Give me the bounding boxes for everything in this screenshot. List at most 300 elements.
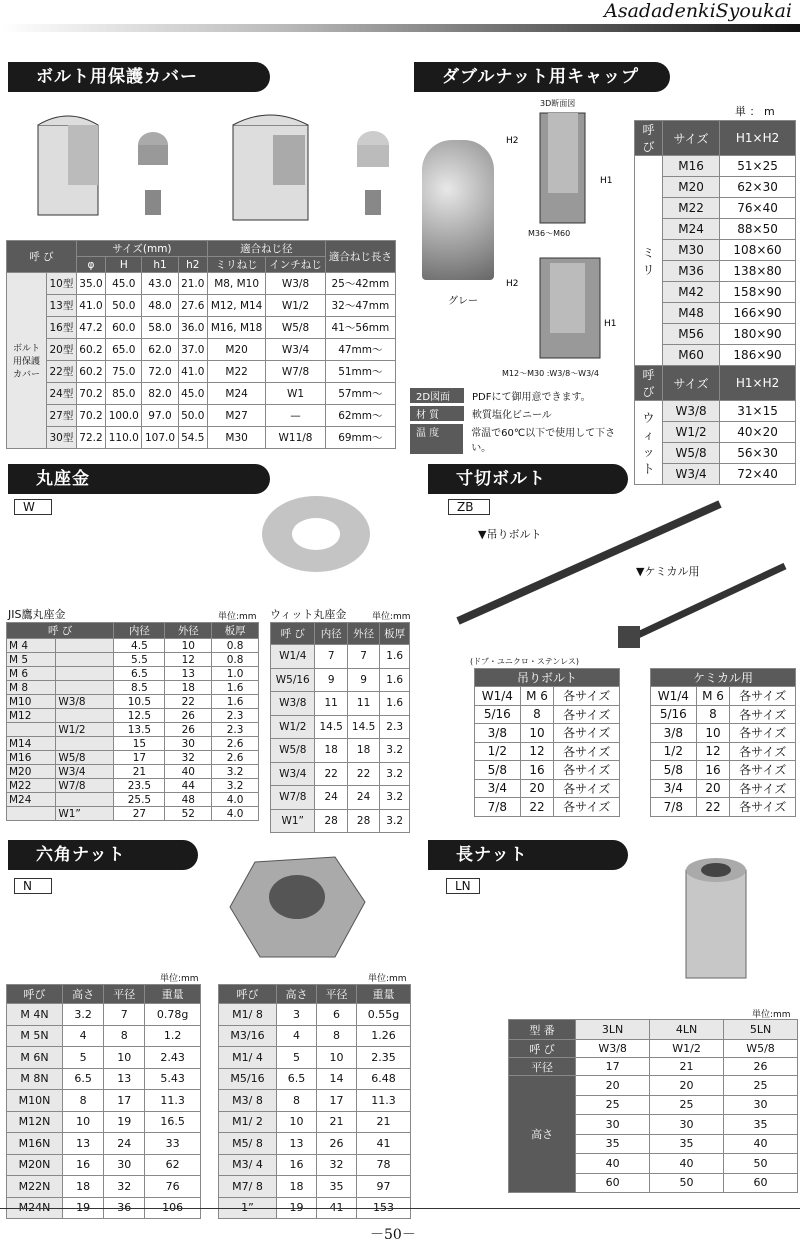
table-cell: W7/8 xyxy=(271,786,315,810)
table-cell: M16 xyxy=(7,751,56,765)
table-cell: 24型 xyxy=(47,383,77,405)
table-cell: 60.0 xyxy=(106,317,142,339)
table-cell: W5/8 xyxy=(663,443,720,464)
table-cell: 0.8 xyxy=(212,639,259,653)
table-row xyxy=(7,339,396,361)
table-cell: W1 xyxy=(266,383,325,405)
table-cell: 2.35 xyxy=(356,1047,410,1069)
table-cell: M16 xyxy=(663,156,720,177)
note-text: 軟質塩化ビニール xyxy=(472,410,552,421)
table-cell: 12 xyxy=(165,653,212,667)
hex-nut-photo xyxy=(225,852,370,962)
table-cell: 26 xyxy=(317,1133,357,1155)
table-cell: 3.2 xyxy=(212,779,259,793)
table-row xyxy=(7,361,396,383)
table-cell: 22 xyxy=(165,695,212,709)
caption-a: M36～M60 xyxy=(528,229,571,238)
table-cell: 10.5 xyxy=(114,695,165,709)
table-row xyxy=(7,723,259,737)
table-row xyxy=(219,1090,411,1112)
header-cell: ミリねじ xyxy=(207,257,265,273)
table-cell: W3/8 xyxy=(56,695,114,709)
table-cell: 3/4 xyxy=(651,779,697,798)
table-cell: 6.5 xyxy=(277,1068,317,1090)
table-cell: 10 xyxy=(63,1111,104,1133)
table-cell: 12 xyxy=(696,742,730,761)
note-text: PDFにて御用意できます。 xyxy=(472,392,591,403)
table-cell: M 5 xyxy=(7,653,56,667)
unit-label: 単位:mm xyxy=(218,612,257,622)
page-number: －50－ xyxy=(370,1227,416,1243)
table-cell: 20 xyxy=(576,1076,650,1096)
table-cell: 50.0 xyxy=(178,405,207,427)
table-cell: 138×80 xyxy=(720,261,796,282)
table-cell: M48 xyxy=(663,303,720,324)
table-cell: 70.2 xyxy=(76,405,105,427)
table-row xyxy=(219,1111,411,1133)
table-cell: ウ ィ ッ ト xyxy=(635,401,663,485)
unit-label: 単位:mm xyxy=(752,1010,791,1020)
table-row xyxy=(7,427,396,449)
table-cell: W1/2 xyxy=(663,422,720,443)
table-cell: 20 xyxy=(520,779,554,798)
table-cell: 15 xyxy=(114,737,165,751)
table-cell: 43.0 xyxy=(142,273,178,295)
table-row xyxy=(509,1076,798,1096)
table-cell: M20 xyxy=(7,765,56,779)
table-cell: 7/8 xyxy=(651,798,697,817)
table-row xyxy=(7,273,396,295)
table-cell: 10 xyxy=(104,1047,145,1069)
table-cell: 40×20 xyxy=(720,422,796,443)
table-cell: 呼 び xyxy=(271,623,315,645)
table-cell: 14.5 xyxy=(315,715,347,739)
table-cell: M5/16 xyxy=(219,1068,277,1090)
table-cell: W5/16 xyxy=(271,668,315,692)
table-cell: 内径 xyxy=(315,623,347,645)
label-hanging-bolt: ▼吊りボルト xyxy=(478,528,542,541)
table-cell: 20 xyxy=(650,1076,724,1096)
table-row xyxy=(475,724,620,743)
cap-section-drawing xyxy=(500,108,630,378)
table-cell: 26 xyxy=(724,1058,798,1076)
table-cell: 19 xyxy=(277,1197,317,1219)
table-cell: 36.0 xyxy=(178,317,207,339)
table-cell: 27 xyxy=(114,807,165,821)
code-n: N xyxy=(14,878,52,894)
table-cell: M1/ 2 xyxy=(219,1111,277,1133)
table-cell: 平径 xyxy=(104,985,145,1004)
table-cell: M1/ 4 xyxy=(219,1047,277,1069)
table-cell: 呼 び xyxy=(509,1040,576,1058)
table-cell: M12 xyxy=(7,709,56,723)
table-cell: 78 xyxy=(356,1154,410,1176)
note-row xyxy=(410,424,632,454)
table-cell: M36 xyxy=(663,261,720,282)
table-cell: 47mm～ xyxy=(325,339,395,361)
table-row xyxy=(7,1133,201,1155)
table-cell: 7 xyxy=(315,645,347,669)
table-cell: M56 xyxy=(663,324,720,345)
code-ln: LN xyxy=(446,878,480,894)
bolt-cover-drawing xyxy=(8,105,398,230)
table-cell: 62×30 xyxy=(720,177,796,198)
table-cell: M30 xyxy=(663,240,720,261)
table-cell: W1/2 xyxy=(271,715,315,739)
table-cell: 88×50 xyxy=(720,219,796,240)
table-cell: 72.0 xyxy=(142,361,178,383)
h2-label: H2 xyxy=(506,136,519,146)
table-cell: 57mm～ xyxy=(325,383,395,405)
table-cell: W1/4 xyxy=(475,687,521,706)
table-cell: 各サイズ xyxy=(554,724,620,743)
bolt-cover-table xyxy=(6,240,396,449)
table-cell: 27.6 xyxy=(178,295,207,317)
table-cell: 6.5 xyxy=(63,1068,104,1090)
table-cell: 17 xyxy=(114,751,165,765)
table-cell: 21 xyxy=(114,765,165,779)
table-row xyxy=(271,623,410,645)
table-cell: 32 xyxy=(317,1154,357,1176)
table-cell: M10 xyxy=(7,695,56,709)
table-cell: 26 xyxy=(165,723,212,737)
table-cell xyxy=(56,681,114,695)
table-cell: 2.6 xyxy=(212,751,259,765)
table-cell: 8 xyxy=(696,705,730,724)
table-cell: 5 xyxy=(277,1047,317,1069)
table-cell: 18 xyxy=(165,681,212,695)
table-cell: 30 xyxy=(104,1154,145,1176)
table-cell: 3.2 xyxy=(380,762,410,786)
table-cell: 各サイズ xyxy=(554,687,620,706)
table-cell: 50 xyxy=(724,1154,798,1174)
table-cell: M22 xyxy=(663,198,720,219)
table-row xyxy=(7,639,259,653)
table-cell: W3/4 xyxy=(271,762,315,786)
table-cell: M24 xyxy=(207,383,265,405)
table-cell: 呼び xyxy=(219,985,277,1004)
table-cell: 60 xyxy=(724,1173,798,1193)
washer-photo xyxy=(258,492,374,577)
long-nut-table xyxy=(508,1019,798,1193)
table-cell: 41.0 xyxy=(178,361,207,383)
table-cell: 各サイズ xyxy=(730,687,796,706)
table-cell: 呼び xyxy=(635,366,663,401)
table-cell: 3.2 xyxy=(380,739,410,763)
table-cell: 10 xyxy=(165,639,212,653)
table-row xyxy=(651,687,796,706)
table-row xyxy=(219,985,411,1004)
table-cell: 35 xyxy=(650,1134,724,1154)
table-cell: 平径 xyxy=(317,985,357,1004)
table-cell: 各サイズ xyxy=(554,761,620,780)
table-cell: M3/ 8 xyxy=(219,1090,277,1112)
section-title-bolt-cover: ボルト用保護カバー xyxy=(8,62,270,92)
table-cell: 62.0 xyxy=(142,339,178,361)
table-cell: M20N xyxy=(7,1154,63,1176)
table-cell: 50.0 xyxy=(106,295,142,317)
table-cell: 7/8 xyxy=(475,798,521,817)
jis-label: JIS鷹丸座金 xyxy=(8,608,66,621)
table-cell: 吊りボルト xyxy=(475,669,620,687)
table-cell: M14 xyxy=(7,737,56,751)
table-cell: 6.48 xyxy=(356,1068,410,1090)
table-cell: 40 xyxy=(165,765,212,779)
table-cell: 62 xyxy=(145,1154,201,1176)
table-row xyxy=(7,751,259,765)
table-row xyxy=(635,121,796,156)
brand-name: AsadadenkiSyoukai xyxy=(604,0,792,22)
table-cell: 22 xyxy=(520,798,554,817)
table-cell: 10 xyxy=(520,724,554,743)
table-cell: W3/8 xyxy=(576,1040,650,1058)
wit-label: ウィット丸座金 xyxy=(270,608,347,621)
header-cell: H xyxy=(106,257,142,273)
table-row xyxy=(7,1176,201,1198)
table-cell: 13 xyxy=(63,1133,104,1155)
table-cell: M7/ 8 xyxy=(219,1176,277,1198)
unit-label: 単位:mm xyxy=(372,612,411,622)
table-cell: 48.0 xyxy=(142,295,178,317)
table-cell: 75.0 xyxy=(106,361,142,383)
table-cell: 16 xyxy=(277,1154,317,1176)
header-cell: サイズ(mm) xyxy=(76,241,207,257)
table-cell: 1” xyxy=(219,1197,277,1219)
table-cell: 9 xyxy=(315,668,347,692)
table-cell: 3/4 xyxy=(475,779,521,798)
table-cell: 76 xyxy=(145,1176,201,1198)
hex-nut-inch-table xyxy=(218,984,411,1219)
table-cell: 3 xyxy=(277,1004,317,1026)
table-cell: 1.6 xyxy=(380,692,410,716)
table-row xyxy=(651,705,796,724)
table-row xyxy=(219,1068,411,1090)
table-cell: 11.3 xyxy=(356,1090,410,1112)
table-cell: 5LN xyxy=(724,1020,798,1040)
table-cell: W1” xyxy=(56,807,114,821)
table-cell: 11 xyxy=(315,692,347,716)
table-cell: 76×40 xyxy=(720,198,796,219)
header-cell: h2 xyxy=(178,257,207,273)
table-cell: 19 xyxy=(63,1197,104,1219)
table-cell: M 4 xyxy=(7,639,56,653)
table-cell: 33 xyxy=(145,1133,201,1155)
table-cell: 24 xyxy=(315,786,347,810)
table-cell: 高さ xyxy=(63,985,104,1004)
table-cell: M1/ 8 xyxy=(219,1004,277,1026)
table-cell: 呼び xyxy=(7,985,63,1004)
table-cell: W3/4 xyxy=(56,765,114,779)
header-cell: インチねじ xyxy=(266,257,325,273)
table-cell: 1/2 xyxy=(651,742,697,761)
table-cell: 重量 xyxy=(356,985,410,1004)
table-cell: 153 xyxy=(356,1197,410,1219)
table-cell: 36 xyxy=(104,1197,145,1219)
table-cell: 60 xyxy=(576,1173,650,1193)
table-cell: W1/2 xyxy=(266,295,325,317)
table-cell: サイズ xyxy=(663,366,720,401)
table-cell: ボルト用保護カバー xyxy=(7,273,47,449)
table-cell: 50 xyxy=(650,1173,724,1193)
table-cell: 41.0 xyxy=(76,295,105,317)
table-cell: 呼び xyxy=(635,121,663,156)
table-cell: 18 xyxy=(315,739,347,763)
table-row xyxy=(7,779,259,793)
table-cell: 21.0 xyxy=(178,273,207,295)
table-cell: 72×40 xyxy=(720,464,796,485)
table-row xyxy=(651,724,796,743)
table-cell: 2.3 xyxy=(380,715,410,739)
table-row xyxy=(7,1111,201,1133)
table-cell: 51mm～ xyxy=(325,361,395,383)
table-cell: 35 xyxy=(724,1115,798,1135)
table-cell: 45.0 xyxy=(178,383,207,405)
table-cell: 10 xyxy=(317,1047,357,1069)
table-cell: 4 xyxy=(277,1025,317,1047)
table-cell: 各サイズ xyxy=(730,761,796,780)
table-cell: 12 xyxy=(520,742,554,761)
table-cell: M24N xyxy=(7,1197,63,1219)
table-row xyxy=(475,742,620,761)
table-row xyxy=(219,1004,411,1026)
table-row xyxy=(219,1133,411,1155)
table-cell: — xyxy=(266,405,325,427)
code-w: W xyxy=(14,499,52,515)
table-cell: 7 xyxy=(347,645,379,669)
cap-table xyxy=(634,120,796,485)
table-cell: 8 xyxy=(63,1090,104,1112)
table-cell: W1/2 xyxy=(650,1040,724,1058)
table-cell: 28 xyxy=(315,809,347,833)
table-cell: M16N xyxy=(7,1133,63,1155)
table-cell: W11/8 xyxy=(266,427,325,449)
table-cell: 23.5 xyxy=(114,779,165,793)
table-row xyxy=(219,1025,411,1047)
table-cell: 28 xyxy=(347,809,379,833)
table-row xyxy=(509,1040,798,1058)
table-cell: 13 xyxy=(104,1068,145,1090)
table-cell: 21 xyxy=(650,1058,724,1076)
table-row xyxy=(475,669,620,687)
section-title-hex-nut: 六角ナット xyxy=(8,840,198,870)
table-row xyxy=(7,295,396,317)
table-cell: 3.2 xyxy=(212,765,259,779)
header-cell: h1 xyxy=(142,257,178,273)
table-cell: 呼 び xyxy=(7,623,114,639)
table-cell: 65.0 xyxy=(106,339,142,361)
table-cell: 85.0 xyxy=(106,383,142,405)
table-cell: M10N xyxy=(7,1090,63,1112)
table-cell: 25～42mm xyxy=(325,273,395,295)
table-row xyxy=(7,765,259,779)
long-nut-photo xyxy=(678,855,753,980)
table-cell: M3/ 4 xyxy=(219,1154,277,1176)
table-cell: 106 xyxy=(145,1197,201,1219)
table-cell: 3.2 xyxy=(63,1004,104,1026)
table-cell: 30型 xyxy=(47,427,77,449)
table-cell: 10 xyxy=(277,1111,317,1133)
table-cell: 12.5 xyxy=(114,709,165,723)
table-row xyxy=(635,401,796,422)
table-cell: 32 xyxy=(104,1176,145,1198)
table-cell: 158×90 xyxy=(720,282,796,303)
table-cell: 40 xyxy=(650,1154,724,1174)
table-cell: 24 xyxy=(104,1133,145,1155)
table-cell: 30 xyxy=(576,1115,650,1135)
table-row xyxy=(475,761,620,780)
table-cell: 70.2 xyxy=(76,383,105,405)
cap-photo xyxy=(422,140,494,280)
table-cell: 8 xyxy=(520,705,554,724)
table-row xyxy=(271,739,410,763)
table-cell: 16 xyxy=(520,761,554,780)
table-cell: M27 xyxy=(207,405,265,427)
table-cell: 51×25 xyxy=(720,156,796,177)
table-cell: 高さ xyxy=(277,985,317,1004)
table-cell: 97.0 xyxy=(142,405,178,427)
table-cell xyxy=(56,653,114,667)
section-title-long-nut: 長ナット xyxy=(428,840,628,870)
table-cell: M 6 xyxy=(520,687,554,706)
table-cell: 13 xyxy=(277,1133,317,1155)
table-row xyxy=(7,667,259,681)
table-cell: 0.8 xyxy=(212,653,259,667)
table-cell: 外径 xyxy=(347,623,379,645)
table-cell: 25.5 xyxy=(114,793,165,807)
code-zb: ZB xyxy=(448,499,490,515)
table-cell: 17 xyxy=(317,1090,357,1112)
table-cell: 各サイズ xyxy=(730,779,796,798)
table-cell: 6 xyxy=(317,1004,357,1026)
table-cell: 1.6 xyxy=(212,695,259,709)
table-cell: 各サイズ xyxy=(554,742,620,761)
table-cell: 18 xyxy=(63,1176,104,1198)
table-cell: 板厚 xyxy=(380,623,410,645)
table-row xyxy=(475,798,620,817)
table-cell: M24 xyxy=(7,793,56,807)
table-cell: 107.0 xyxy=(142,427,178,449)
footer-line xyxy=(0,1208,800,1209)
table-cell: 41～56mm xyxy=(325,317,395,339)
table-cell: M22 xyxy=(7,779,56,793)
table-row xyxy=(475,687,620,706)
table-cell: 10型 xyxy=(47,273,77,295)
table-cell: 22 xyxy=(696,798,730,817)
table-cell: W5/8 xyxy=(271,739,315,763)
table-cell: 2.6 xyxy=(212,737,259,751)
header-cell: 適合ねじ径 xyxy=(207,241,325,257)
table-cell: M60 xyxy=(663,345,720,366)
table-cell: 3.2 xyxy=(380,809,410,833)
unit-label: 単位:mm xyxy=(368,974,407,984)
note-text: 常温で60℃以下で使用して下さい。 xyxy=(471,428,616,454)
table-cell: 4LN xyxy=(650,1020,724,1040)
table-cell: 22 xyxy=(315,762,347,786)
table-row xyxy=(7,709,259,723)
table-cell xyxy=(56,667,114,681)
table-cell: W7/8 xyxy=(266,361,325,383)
table-cell: 1.2 xyxy=(145,1025,201,1047)
chemical-bolt-table xyxy=(650,668,796,817)
table-cell: M 4N xyxy=(7,1004,63,1026)
label-chemical: ▼ケミカル用 xyxy=(636,565,700,578)
table-cell: 35 xyxy=(576,1134,650,1154)
table-cell: M 6 xyxy=(7,667,56,681)
table-row xyxy=(7,1047,201,1069)
table-cell: 48 xyxy=(165,793,212,807)
header-cell: 適合ねじ長さ xyxy=(325,241,395,273)
table-cell: W1/4 xyxy=(651,687,697,706)
